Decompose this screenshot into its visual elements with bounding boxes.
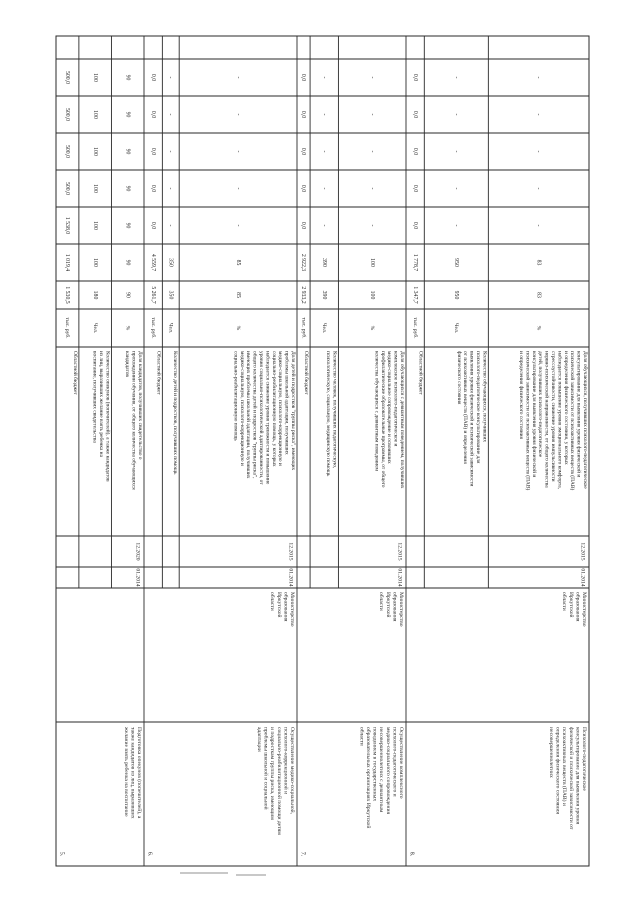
indicator-value: 1 778,7 bbox=[411, 253, 418, 272]
indicator-unit: тыс. руб. bbox=[64, 317, 71, 339]
indicator-value: 1 347,7 bbox=[411, 286, 418, 304]
row-number: 8. bbox=[408, 851, 415, 857]
indicator-value: - bbox=[535, 76, 542, 79]
indicator-value: 100 bbox=[91, 221, 98, 230]
indicator-value: - bbox=[234, 224, 241, 227]
indicator-value: - bbox=[368, 224, 375, 227]
indicator-value: - bbox=[452, 76, 459, 79]
indicator-value: - bbox=[234, 187, 241, 190]
indicator-value: 83 bbox=[535, 259, 542, 266]
row-end: 12.2015 bbox=[287, 542, 294, 561]
indicator-value: 500,0 bbox=[64, 70, 71, 85]
indicator-text: Количество обучающихся, получившихпсихолого-педагогическое консультирование длявыявления уровня физической и психической зависимостиот психоактивных веществ (ПАВ) и определенияфизического состояния bbox=[455, 351, 488, 487]
indicator-unit: Чел. bbox=[320, 322, 327, 334]
indicator-value: 90 bbox=[124, 111, 131, 118]
indicator-value: 2 933,2 bbox=[300, 286, 307, 304]
indicator-value: 90 bbox=[124, 185, 131, 192]
indicator-value: 83 bbox=[535, 292, 542, 298]
indicator-value: - bbox=[535, 224, 542, 227]
indicator-value: 350 bbox=[167, 290, 174, 300]
indicator-value: - bbox=[535, 187, 542, 190]
row-end: 12.2020 bbox=[134, 542, 141, 561]
indicator-value: - bbox=[320, 150, 327, 153]
indicator-value: - bbox=[368, 113, 375, 116]
indicator-value: 0,0 bbox=[411, 110, 418, 119]
indicator-value: 100 bbox=[91, 147, 98, 156]
indicator-value: 1 019,4 bbox=[64, 253, 71, 272]
indicator-value: 90 bbox=[124, 222, 131, 229]
indicator-value: 90 bbox=[124, 259, 131, 266]
indicator-value: 100 bbox=[91, 110, 98, 119]
indicator-value: 1 538,0 bbox=[64, 216, 71, 235]
scan-artifact bbox=[180, 872, 228, 874]
indicator-value: 0,0 bbox=[411, 147, 418, 156]
indicator-unit: % bbox=[368, 325, 375, 331]
indicator-value: 100 bbox=[91, 184, 98, 193]
indicator-value: - bbox=[320, 76, 327, 79]
indicator-text: Доля детей и подростков "группы риска", имеющихпроблемы школьной адаптации, получившихмедико-социальную, психолого-коррекционную исоциально-реабилитационную помощь, у которыхнаблюдается снижение уровня тревожности и повышениеуровня социально-психологической адаптированности, отобщего количества детей и подростков "группы риска",имеющих проблемы школьной адаптации, получившихмедико-социальную, психолого-коррекционную исоциально-реабилитационную помощь bbox=[232, 351, 296, 485]
indicator-unit: тыс. руб. bbox=[149, 317, 156, 339]
indicator-value: 0,0 bbox=[300, 110, 307, 119]
indicator-value: 90 bbox=[124, 74, 131, 81]
indicator-value: 950 bbox=[452, 290, 459, 300]
indicator-unit: Чел. bbox=[91, 322, 98, 334]
indicator-value: - bbox=[535, 150, 542, 153]
indicator-text: Количество человек, получивших педагогическую,психологическую, социальную, медицинскую помощь bbox=[325, 351, 338, 477]
indicator-value: 180 bbox=[91, 290, 98, 300]
indicator-value: - bbox=[452, 187, 459, 190]
indicator-text: Доля кандидатов, получивших свидетельство опрохождении обучения, от общего количества обучающихсякандидатов bbox=[124, 351, 143, 490]
scan-artifact bbox=[236, 874, 266, 876]
row-start: 01.2014 bbox=[396, 568, 403, 587]
indicator-value: - bbox=[320, 224, 327, 227]
indicator-text: Количество детей и подростков, получивших помощь bbox=[172, 351, 179, 475]
indicator-value: - bbox=[452, 224, 459, 227]
indicator-value: 2 922,3 bbox=[300, 253, 307, 272]
indicator-unit: Чел. bbox=[167, 322, 174, 334]
indicator-value: 100 bbox=[91, 258, 98, 267]
indicator-value: 100 bbox=[368, 258, 375, 267]
row-number: 5. bbox=[58, 851, 65, 857]
indicator-unit: % bbox=[535, 325, 542, 331]
indicator-value: 350 bbox=[167, 258, 174, 267]
indicator-value: 0,0 bbox=[300, 221, 307, 230]
indicator-value: 0,0 bbox=[149, 221, 156, 230]
indicator-value: - bbox=[234, 76, 241, 79]
indicator-value: - bbox=[452, 150, 459, 153]
indicator-value: - bbox=[234, 113, 241, 116]
indicator-text: Областной бюджет bbox=[417, 351, 424, 395]
indicator-value: 390 bbox=[320, 290, 327, 300]
row-start: 01.2014 bbox=[134, 568, 141, 587]
indicator-text: Доля обучающихся с девиантным поведением, получившихкомплексное психолого-педагогическое имедико-социальное сопровождение и освоившихпрофилактические образовательные программы, от общегоколичества обучающихся с девиантным поведением bbox=[373, 351, 405, 489]
row-end: 12.2015 bbox=[579, 542, 586, 561]
row-name: Осуществление комплексногопсихолого-педагогического имедико-социального сопровождениянесовершеннолетних с девиантнымповедением в государственныхобразовательных организациях Иркутскойобласти bbox=[358, 727, 404, 829]
row-start: 01.2014 bbox=[579, 568, 586, 587]
indicator-value: - bbox=[167, 76, 174, 79]
indicator-value: - bbox=[320, 113, 327, 116]
indicator-value: 0,0 bbox=[149, 110, 156, 119]
indicator-text: Количество опекунов (попечителей), а также кандидатовиз лиц, выразивших желание взять ребенка навоспитание, получивших свидетельства bbox=[91, 351, 111, 482]
indicator-value: 0,0 bbox=[411, 73, 418, 82]
indicator-value: 0,0 bbox=[300, 73, 307, 82]
indicator-value: - bbox=[167, 187, 174, 190]
indicator-value: 85 bbox=[234, 259, 241, 266]
indicator-value: 0,0 bbox=[149, 147, 156, 156]
indicator-value: 950 bbox=[452, 258, 459, 267]
indicator-unit: % bbox=[124, 325, 131, 331]
indicator-unit: тыс. руб. bbox=[300, 317, 307, 339]
indicator-text: Областной бюджет bbox=[155, 351, 162, 395]
row-executor: МинистерствообразованияИркутскойобласти bbox=[378, 592, 404, 627]
row-start: 01.2014 bbox=[287, 568, 294, 587]
indicator-value: 500,0 bbox=[64, 107, 71, 122]
indicator-value: - bbox=[368, 150, 375, 153]
row-name: Осуществление медико-социальной,психолого-коррекционной исоциально-реабилитационной помощи детями подросткам группы риска, имеющимпроблемы школьной и социальнойадаптации bbox=[256, 727, 295, 835]
indicator-value: 0,0 bbox=[300, 147, 307, 156]
indicator-value: - bbox=[535, 113, 542, 116]
indicator-value: 390 bbox=[320, 258, 327, 267]
indicator-value: 100 bbox=[91, 73, 98, 82]
indicator-value: - bbox=[167, 224, 174, 227]
indicator-value: 0,0 bbox=[149, 73, 156, 82]
row-executor: МинистерствообразованияИркутскойобласти bbox=[561, 592, 587, 627]
row-end: 12.2015 bbox=[396, 542, 403, 561]
indicator-value: - bbox=[368, 76, 375, 79]
indicator-text: Областной бюджет bbox=[71, 351, 78, 395]
indicator-value: - bbox=[234, 150, 241, 153]
indicator-value: 5 261,7 bbox=[149, 286, 156, 304]
indicator-unit: % bbox=[234, 325, 241, 331]
indicator-value: 90 bbox=[124, 292, 131, 298]
row-name: Подготовка опекунов (попечителей), атакже кандидатов из лиц, выразившихжелание взять ребенка на воспитание bbox=[122, 727, 142, 819]
row-number: 6. bbox=[146, 851, 153, 857]
indicator-value: 4 559,7 bbox=[149, 253, 156, 272]
indicator-value: 0,0 bbox=[300, 184, 307, 193]
indicator-value: 0,0 bbox=[411, 221, 418, 230]
indicator-value: 90 bbox=[124, 148, 131, 155]
row-name: Психолого-педагогическоеконсультирование для выявления уровняфизической и психической зависимости отпсихоактивных веществ (ПАВ) иопределения физического состояниянесовершеннолетних bbox=[548, 727, 587, 830]
indicator-value: - bbox=[167, 113, 174, 116]
indicator-unit: тыс. руб. bbox=[411, 317, 418, 339]
table-layer bbox=[56, 36, 589, 866]
row-number: 7. bbox=[299, 851, 306, 857]
indicator-value: 0,0 bbox=[411, 184, 418, 193]
indicator-value: 1 530,5 bbox=[64, 286, 71, 304]
indicator-value: 100 bbox=[368, 290, 375, 300]
indicator-value: - bbox=[452, 113, 459, 116]
indicator-value: 500,0 bbox=[64, 181, 71, 196]
row-executor: МинистерствообразованияИркутскойобласти bbox=[269, 592, 295, 627]
indicator-value: - bbox=[368, 187, 375, 190]
indicator-text: Областной бюджет bbox=[303, 351, 310, 395]
indicator-value: - bbox=[167, 150, 174, 153]
indicator-value: 500,0 bbox=[64, 144, 71, 159]
indicator-value: 85 bbox=[234, 292, 241, 298]
indicator-unit: Чел. bbox=[453, 322, 460, 334]
indicator-value: 0,0 bbox=[149, 184, 156, 193]
indicator-text: Доля обучающихся, получивших психолого-педагогическоеконсультирование для выявления уровня физической ипсихической зависимости от психоактивных веществ (ПАВ)и определения физического состояния, у которыхнаблюдается повышение уровня эмоционального комфорта,стрессоустойчивости, снижение уровня импульсивностинервно-психической напряженности, от общего количествадетей, получивших психолого-педагогическоеконсультирование для выявления уровня физической ипсихической зависимости от психоактивных веществ (ПАВ)и определения физического состояния bbox=[518, 351, 588, 491]
indicator-value: - bbox=[320, 187, 327, 190]
